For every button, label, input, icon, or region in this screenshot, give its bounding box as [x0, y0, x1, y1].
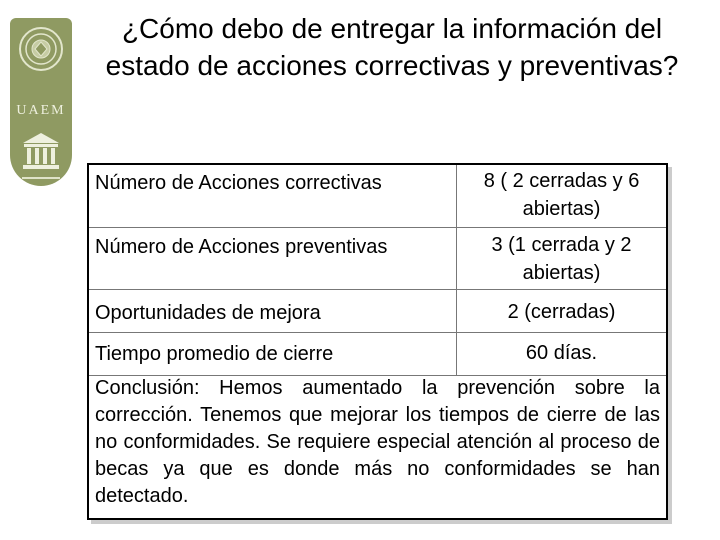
table-row [89, 165, 666, 228]
status-table [87, 163, 668, 520]
svg-text:UAEM: UAEM [16, 103, 66, 118]
row-label: Oportunidades de mejora [95, 302, 321, 324]
row-value: 60 días. [525, 342, 598, 364]
table-row [89, 332, 666, 376]
row-label: Número de Acciones preventivas [95, 236, 388, 258]
row-label: Tiempo promedio de cierre [95, 343, 334, 365]
uaem-logo-banner [10, 18, 72, 186]
row-value: 3 (1 cerrada y 2 abiertas) [491, 234, 632, 284]
university-seal-icon [18, 26, 64, 72]
row-label: Número de Acciones correctivas [95, 172, 382, 194]
banner-ornament [22, 176, 60, 180]
conclusion-text: Conclusión: Hemos aumentado la prevención sobre la corrección. Tenemos que mejorar los tiempos de cierre de las no conformidades. Se requiere especial atención al proceso de becas ya que es donde más no conformidades se han detectado. [95, 377, 660, 507]
row-value: 2 (cerradas) [507, 301, 616, 323]
row-value: 8 ( 2 cerradas y 6 abiertas) [483, 170, 640, 220]
table-row [89, 227, 666, 290]
uaem-lettering [16, 96, 66, 122]
building-icon [20, 130, 62, 172]
table-row [89, 289, 666, 333]
slide-title: ¿Cómo debo de entregar la información del estado de acciones correctivas y preventivas? [105, 13, 679, 81]
